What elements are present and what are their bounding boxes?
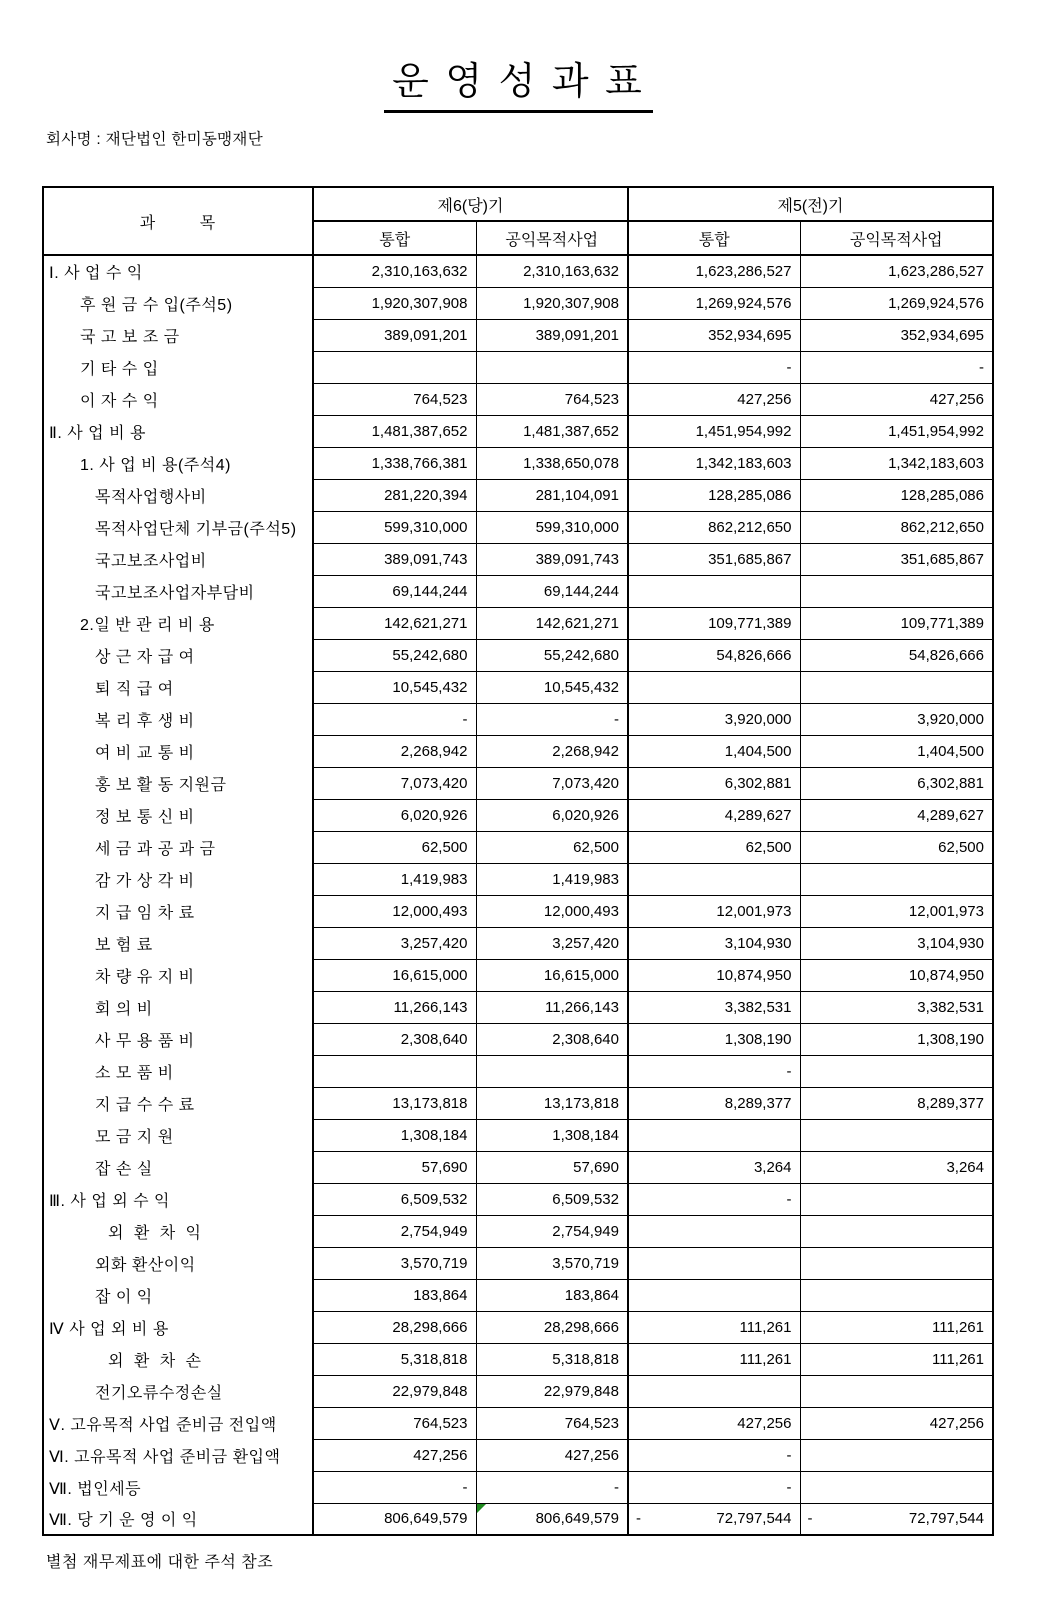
amount-cell: 427,256 [800, 383, 993, 415]
account-label-cell: Ⅳ 사 업 외 비 용 [43, 1311, 313, 1343]
amount-cell: 6,302,881 [800, 767, 993, 799]
amount-cell: 62,500 [313, 831, 476, 863]
subcolumn-header-total-current: 통합 [313, 221, 476, 255]
account-label-cell: 정 보 통 신 비 [43, 799, 313, 831]
account-label-cell: 외화 환산이익 [43, 1247, 313, 1279]
account-label-cell: Ⅰ. 사 업 수 익 [43, 255, 313, 287]
amount-cell: 183,864 [313, 1279, 476, 1311]
amount-cell: 1,451,954,992 [800, 415, 993, 447]
account-row [43, 1471, 993, 1503]
account-row [43, 1439, 993, 1471]
amount-cell: 3,264 [800, 1151, 993, 1183]
negative-sign: - [636, 1510, 641, 1528]
amount-cell: 3,382,531 [800, 991, 993, 1023]
amount-value: 72,797,544 [908, 1510, 984, 1528]
title-wrap [0, 0, 1037, 113]
amount-cell: 62,500 [476, 831, 628, 863]
amount-cell: 281,104,091 [476, 479, 628, 511]
account-row [43, 767, 993, 799]
account-label-cell: Ⅶ. 법인세등 [43, 1471, 313, 1503]
amount-cell: 1,308,184 [313, 1119, 476, 1151]
amount-cell: 57,690 [313, 1151, 476, 1183]
amount-cell [800, 575, 993, 607]
amount-cell [313, 1503, 476, 1535]
amount-cell: 2,308,640 [313, 1023, 476, 1055]
amount-value: 72,797,544 [716, 1510, 792, 1528]
account-label-cell: 여 비 교 통 비 [43, 735, 313, 767]
amount-cell: 11,266,143 [476, 991, 628, 1023]
account-row [43, 1247, 993, 1279]
account-label-cell: 2.일 반 관 리 비 용 [43, 607, 313, 639]
account-label-cell: 잡 손 실 [43, 1151, 313, 1183]
amount-cell [628, 863, 800, 895]
amount-cell [800, 1375, 993, 1407]
account-row [43, 1087, 993, 1119]
account-row [43, 479, 993, 511]
account-label-cell: Ⅲ. 사 업 외 수 익 [43, 1183, 313, 1215]
amount-cell: 389,091,743 [476, 543, 628, 575]
amount-cell: 7,073,420 [313, 767, 476, 799]
amount-cell: 389,091,743 [313, 543, 476, 575]
amount-cell: 62,500 [800, 831, 993, 863]
amount-cell: - [628, 1055, 800, 1087]
amount-cell: 764,523 [313, 383, 476, 415]
amount-cell: 142,621,271 [476, 607, 628, 639]
account-row [43, 255, 993, 287]
amount-cell: 69,144,244 [313, 575, 476, 607]
company-name: 회사명 : 재단법인 한미동맹재단 [46, 131, 263, 148]
amount-cell: 1,481,387,652 [476, 415, 628, 447]
amount-cell: 1,308,190 [800, 1023, 993, 1055]
amount-cell: - [800, 351, 993, 383]
amount-cell: - [313, 1471, 476, 1503]
account-row [43, 895, 993, 927]
amount-cell: - [476, 703, 628, 735]
account-row [43, 351, 993, 383]
amount-cell: 3,920,000 [628, 703, 800, 735]
column-header-prior-period: 제5(전)기 [628, 187, 993, 221]
account-row [43, 959, 993, 991]
account-label-cell: 보 험 료 [43, 927, 313, 959]
account-label-cell: 외 환 차 손 [43, 1343, 313, 1375]
account-label-cell: 잡 이 익 [43, 1279, 313, 1311]
account-row [43, 447, 993, 479]
subcolumn-header-public-prior: 공익목적사업 [800, 221, 993, 255]
amount-cell: 57,690 [476, 1151, 628, 1183]
amount-cell [628, 671, 800, 703]
amount-cell: 3,104,930 [628, 927, 800, 959]
amount-cell: 3,104,930 [800, 927, 993, 959]
page-title: 운 영 성 과 표 [384, 50, 653, 113]
account-row [43, 703, 993, 735]
account-row [43, 1183, 993, 1215]
account-row [43, 1407, 993, 1439]
amount-cell: 13,173,818 [476, 1087, 628, 1119]
account-row [43, 1119, 993, 1151]
amount-cell: 389,091,201 [313, 319, 476, 351]
amount-cell: 3,382,531 [628, 991, 800, 1023]
amount-cell: 389,091,201 [476, 319, 628, 351]
amount-cell: 54,826,666 [628, 639, 800, 671]
amount-cell: 3,570,719 [476, 1247, 628, 1279]
amount-cell: 10,545,432 [476, 671, 628, 703]
amount-cell: 10,874,950 [628, 959, 800, 991]
amount-cell: 6,020,926 [476, 799, 628, 831]
amount-cell: 142,621,271 [313, 607, 476, 639]
account-row [43, 1215, 993, 1247]
amount-cell: 352,934,695 [800, 319, 993, 351]
account-label-cell: 홍 보 활 동 지원금 [43, 767, 313, 799]
account-label-cell: 국고보조사업비 [43, 543, 313, 575]
amount-cell: 427,256 [313, 1439, 476, 1471]
account-label-cell: Ⅴ. 고유목적 사업 준비금 전입액 [43, 1407, 313, 1439]
amount-cell: 16,615,000 [313, 959, 476, 991]
account-row [43, 1343, 993, 1375]
amount-cell: 10,874,950 [800, 959, 993, 991]
amount-cell [800, 1247, 993, 1279]
amount-cell: 13,173,818 [313, 1087, 476, 1119]
account-row [43, 735, 993, 767]
amount-cell: 1,419,983 [476, 863, 628, 895]
account-row [43, 511, 993, 543]
amount-cell [476, 351, 628, 383]
account-label-cell: Ⅶ. 당 기 운 영 이 익 [43, 1503, 313, 1535]
amount-cell: 1,623,286,527 [628, 255, 800, 287]
account-row [43, 799, 993, 831]
amount-cell: 1,342,183,603 [628, 447, 800, 479]
amount-cell: 599,310,000 [313, 511, 476, 543]
account-label-cell: 사 무 용 품 비 [43, 1023, 313, 1055]
amount-cell: 16,615,000 [476, 959, 628, 991]
amount-cell: 1,308,190 [628, 1023, 800, 1055]
amount-cell: 22,979,848 [313, 1375, 476, 1407]
amount-cell: 6,020,926 [313, 799, 476, 831]
account-row [43, 543, 993, 575]
amount-cell: 109,771,389 [628, 607, 800, 639]
amount-cell: 862,212,650 [800, 511, 993, 543]
amount-cell [628, 1279, 800, 1311]
amount-cell [800, 1503, 993, 1535]
account-label-cell: 지 급 임 차 료 [43, 895, 313, 927]
amount-cell: 1,269,924,576 [628, 287, 800, 319]
statement-table [42, 186, 994, 1536]
amount-cell: 11,266,143 [313, 991, 476, 1023]
account-label-cell: 차 량 유 지 비 [43, 959, 313, 991]
amount-cell: 111,261 [628, 1311, 800, 1343]
account-label-cell: 목적사업행사비 [43, 479, 313, 511]
amount-cell: 351,685,867 [628, 543, 800, 575]
amount-value: 806,649,579 [535, 1510, 619, 1528]
account-label-cell: 회 의 비 [43, 991, 313, 1023]
account-label-cell: 1. 사 업 비 용(주석4) [43, 447, 313, 479]
amount-cell: 352,934,695 [628, 319, 800, 351]
amount-cell [313, 1055, 476, 1087]
amount-cell [800, 1183, 993, 1215]
amount-cell: - [628, 1471, 800, 1503]
amount-cell: 7,073,420 [476, 767, 628, 799]
amount-cell: 128,285,086 [628, 479, 800, 511]
amount-cell [800, 1279, 993, 1311]
amount-cell: 22,979,848 [476, 1375, 628, 1407]
amount-cell: 1,342,183,603 [800, 447, 993, 479]
amount-cell: 54,826,666 [800, 639, 993, 671]
account-label-cell: 외 환 차 익 [43, 1215, 313, 1247]
amount-cell: 55,242,680 [313, 639, 476, 671]
account-label-cell: 퇴 직 급 여 [43, 671, 313, 703]
account-row [43, 1503, 993, 1535]
account-label-cell: 모 금 지 원 [43, 1119, 313, 1151]
amount-cell: 3,570,719 [313, 1247, 476, 1279]
amount-cell: - [313, 703, 476, 735]
amount-cell: 4,289,627 [628, 799, 800, 831]
account-label-cell: 세 금 과 공 과 금 [43, 831, 313, 863]
account-row [43, 415, 993, 447]
account-row [43, 383, 993, 415]
amount-cell: 1,308,184 [476, 1119, 628, 1151]
amount-cell: 3,264 [628, 1151, 800, 1183]
account-label-cell: 후 원 금 수 입(주석5) [43, 287, 313, 319]
amount-cell: 1,338,650,078 [476, 447, 628, 479]
amount-cell: 427,256 [476, 1439, 628, 1471]
amount-cell: 1,920,307,908 [476, 287, 628, 319]
amount-cell: 2,310,163,632 [476, 255, 628, 287]
amount-cell: 55,242,680 [476, 639, 628, 671]
account-row [43, 863, 993, 895]
amount-cell: 3,257,420 [313, 927, 476, 959]
amount-cell: 2,310,163,632 [313, 255, 476, 287]
amount-cell: 28,298,666 [313, 1311, 476, 1343]
account-row [43, 991, 993, 1023]
excel-error-marker-icon [477, 1504, 486, 1513]
amount-cell: 427,256 [800, 1407, 993, 1439]
amount-cell: 764,523 [476, 383, 628, 415]
account-label-cell: 전기오류수정손실 [43, 1375, 313, 1407]
account-row [43, 319, 993, 351]
amount-cell: 5,318,818 [476, 1343, 628, 1375]
amount-cell: 4,289,627 [800, 799, 993, 831]
statement-table-body [43, 255, 993, 1535]
amount-cell: 351,685,867 [800, 543, 993, 575]
amount-cell: 2,754,949 [476, 1215, 628, 1247]
amount-cell: 28,298,666 [476, 1311, 628, 1343]
account-label-cell: 소 모 품 비 [43, 1055, 313, 1087]
amount-cell [800, 1471, 993, 1503]
amount-cell: 183,864 [476, 1279, 628, 1311]
amount-cell: 1,404,500 [628, 735, 800, 767]
amount-cell: 1,623,286,527 [800, 255, 993, 287]
amount-cell: 111,261 [628, 1343, 800, 1375]
amount-cell: 281,220,394 [313, 479, 476, 511]
amount-cell: 2,268,942 [313, 735, 476, 767]
account-label-cell: 이 자 수 익 [43, 383, 313, 415]
statement-table-header [43, 187, 993, 255]
account-label-cell: 국고보조사업자부담비 [43, 575, 313, 607]
account-row [43, 1279, 993, 1311]
amount-cell: 764,523 [313, 1407, 476, 1439]
account-row [43, 575, 993, 607]
amount-cell: 1,920,307,908 [313, 287, 476, 319]
account-row [43, 1023, 993, 1055]
amount-cell: 599,310,000 [476, 511, 628, 543]
account-row [43, 607, 993, 639]
amount-cell: - [476, 1471, 628, 1503]
amount-cell: 427,256 [628, 1407, 800, 1439]
column-header-item: 과 목 [43, 187, 313, 255]
amount-cell: 1,451,954,992 [628, 415, 800, 447]
amount-cell: 6,302,881 [628, 767, 800, 799]
amount-cell: 12,000,493 [313, 895, 476, 927]
amount-cell: 12,001,973 [628, 895, 800, 927]
account-label-cell: Ⅱ. 사 업 비 용 [43, 415, 313, 447]
amount-cell [628, 1375, 800, 1407]
amount-cell: 12,001,973 [800, 895, 993, 927]
amount-cell [628, 1247, 800, 1279]
amount-cell [628, 575, 800, 607]
period-header-row [43, 187, 993, 221]
amount-cell: 69,144,244 [476, 575, 628, 607]
account-label-cell: 목적사업단체 기부금(주석5) [43, 511, 313, 543]
account-row [43, 1055, 993, 1087]
account-label-cell: 감 가 상 각 비 [43, 863, 313, 895]
amount-cell [800, 1215, 993, 1247]
account-label-cell: 복 리 후 생 비 [43, 703, 313, 735]
amount-cell: 6,509,532 [476, 1183, 628, 1215]
amount-cell: 109,771,389 [800, 607, 993, 639]
amount-cell: 1,338,766,381 [313, 447, 476, 479]
amount-cell: - [628, 1439, 800, 1471]
amount-cell: 8,289,377 [628, 1087, 800, 1119]
amount-cell: 12,000,493 [476, 895, 628, 927]
amount-cell: 3,257,420 [476, 927, 628, 959]
amount-cell [800, 1439, 993, 1471]
amount-cell: 6,509,532 [313, 1183, 476, 1215]
amount-cell [476, 1055, 628, 1087]
amount-cell: 10,545,432 [313, 671, 476, 703]
account-row [43, 1151, 993, 1183]
amount-cell: 764,523 [476, 1407, 628, 1439]
amount-value: 806,649,579 [384, 1510, 468, 1528]
amount-cell: 1,481,387,652 [313, 415, 476, 447]
amount-cell [476, 1503, 628, 1535]
amount-cell: 1,419,983 [313, 863, 476, 895]
amount-cell: - [628, 351, 800, 383]
account-label-cell: Ⅵ. 고유목적 사업 준비금 환입액 [43, 1439, 313, 1471]
column-header-current-period: 제6(당)기 [313, 187, 628, 221]
amount-cell: 3,920,000 [800, 703, 993, 735]
amount-cell [628, 1503, 800, 1535]
footer-note: 별첨 재무제표에 대한 주석 참조 [46, 1554, 274, 1571]
account-row [43, 1311, 993, 1343]
amount-cell: 2,268,942 [476, 735, 628, 767]
account-label-cell: 상 근 자 급 여 [43, 639, 313, 671]
amount-cell [800, 1119, 993, 1151]
amount-cell: 427,256 [628, 383, 800, 415]
account-row [43, 1375, 993, 1407]
amount-cell: - [628, 1183, 800, 1215]
amount-cell: 1,269,924,576 [800, 287, 993, 319]
subcolumn-header-total-prior: 통합 [628, 221, 800, 255]
account-row [43, 671, 993, 703]
account-label-cell: 지 급 수 수 료 [43, 1087, 313, 1119]
amount-cell [800, 863, 993, 895]
amount-cell [800, 1055, 993, 1087]
amount-cell [800, 671, 993, 703]
amount-cell [628, 1119, 800, 1151]
amount-cell [313, 351, 476, 383]
negative-sign: - [807, 1510, 813, 1528]
subcolumn-header-public-current: 공익목적사업 [476, 221, 628, 255]
amount-cell: 862,212,650 [628, 511, 800, 543]
amount-cell: 2,754,949 [313, 1215, 476, 1247]
amount-cell: 1,404,500 [800, 735, 993, 767]
account-row [43, 639, 993, 671]
amount-cell [628, 1215, 800, 1247]
amount-cell: 62,500 [628, 831, 800, 863]
amount-cell: 2,308,640 [476, 1023, 628, 1055]
account-row [43, 287, 993, 319]
amount-cell: 128,285,086 [800, 479, 993, 511]
account-label-cell: 기 타 수 입 [43, 351, 313, 383]
account-label-cell: 국 고 보 조 금 [43, 319, 313, 351]
amount-cell: 5,318,818 [313, 1343, 476, 1375]
amount-cell: 111,261 [800, 1343, 993, 1375]
account-row [43, 927, 993, 959]
amount-cell: 111,261 [800, 1311, 993, 1343]
account-row [43, 831, 993, 863]
amount-cell: 8,289,377 [800, 1087, 993, 1119]
